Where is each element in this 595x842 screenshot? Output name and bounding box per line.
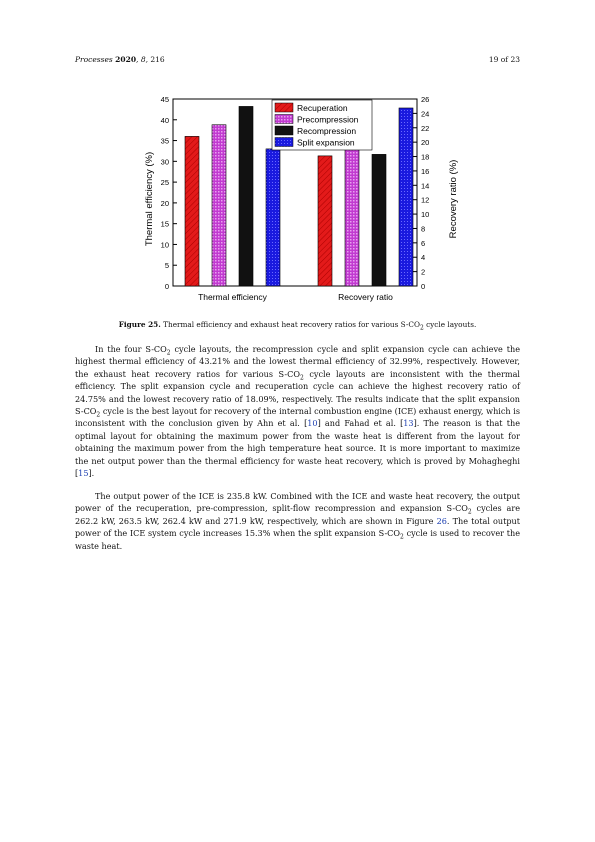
legend-label: Recuperation [297,103,348,113]
x-category-label: Recovery ratio [338,292,393,302]
legend-swatch [275,115,293,124]
x-axis-labels [198,292,393,302]
paragraph-2: The output power of the ICE is 235.8 kW. Combined with the ICE and waste heat recovery, the output power of the recuperation, pre-compression, split-flow recompression and expansion $S-CO_2$ cycles are 262.2 kW, 263.5 kW, 262.4 kW and 271.9 kW, respectively, which are shown in Figure 26. The total output power of the ICE system cycle increases 15.3% when the split expansion $S-CO_2$ cycle is used to recover the waste heat. [75,491,521,551]
left-tick-label: 40 [160,115,169,125]
citation-link-15[interactable]: 15 [78,468,89,479]
bar-recompression [239,106,253,286]
legend-label: Precompression [297,114,359,125]
right-tick-label: 0 [421,282,426,291]
journal-volume: 8 [140,55,146,64]
bar-split-expansion [399,108,413,286]
bar-recuperation [318,156,332,286]
article-number: 216 [150,55,165,64]
caption-label: Figure 25. [118,320,161,329]
page-number: 19 of 23 [488,55,520,64]
x-category-label: Thermal efficiency [198,292,267,302]
right-tick-label: 16 [421,166,430,176]
journal-name: Processes [75,55,113,64]
legend-label: Recompression [297,126,357,136]
figure-link-26[interactable]: 26 [436,515,447,526]
journal-year: 2020 [115,55,137,64]
bar-precompression [345,146,359,286]
legend-swatch [275,138,293,147]
left-axis-ticks [161,95,177,291]
right-tick-label: 24 [421,109,430,119]
legend-swatch [275,103,293,112]
left-tick-label: 35 [160,136,169,146]
bar-recompression [372,154,386,286]
left-tick-label: 10 [160,240,169,250]
right-tick-label: 20 [421,138,430,148]
paragraph-1: In the four $S-CO_2$ cycle layouts, the recompression cycle and split expansion cycle can achieve the highest thermal efficiency of 43.21% and the lowest thermal efficiency of 32.99%, respectively. However, the exhaust heat recovery ratios for various $S-CO_2$ cycle layouts are inconsistent with the thermal efficiency. The split expansion cycle and recuperation cycle can achieve the highest recovery ratio of 24.75% and the lowest recovery ratio of 18.09%, respectively. The results indicate that the split expansion $S-CO_2$ cycle is the best layout for recovery of the internal combustion engine (ICE) exhaust energy, which is inconsistent with the conclusion given by Ahn et al. [10] and Fahad et al. [13]. The reason is that the optimal layout for obtaining the maximum power from the waste heat is different from the layout for obtaining the maximum power from the high temperature heat source. It is more important to maximize the net output power than the thermal efficiency for waste heat recovery, which is proved by Mohagheghi [15]. [75,344,520,479]
y-axis-right-label: Recovery ratio (%) [448,159,459,239]
citation-link-10[interactable]: 10 [307,418,318,429]
bar-recuperation [185,136,199,286]
right-tick-label: 10 [421,210,430,220]
y-axis-left-label: Thermal efficiency (%) [144,151,155,247]
legend-label: Split expansion [297,137,355,148]
left-tick-label: 20 [160,198,169,208]
left-tick-label: 15 [160,219,169,229]
figure-caption: Figure 25. Thermal efficiency and exhaust heat recovery ratios for various $S-CO_2$ cycle layouts. [118,320,477,332]
right-tick-label: 4 [421,253,426,263]
right-tick-label: 12 [421,195,430,205]
running-header-journal: Processes 2020, 8, 216 [75,55,165,64]
left-tick-label: 45 [160,95,169,104]
right-tick-label: 14 [421,181,430,191]
right-tick-label: 8 [421,224,426,234]
right-tick-label: 6 [421,238,426,248]
bar-precompression [212,125,226,286]
right-tick-label: 18 [421,152,430,162]
right-tick-label: 26 [421,95,430,104]
bar-chart [140,92,470,307]
right-tick-label: 22 [421,123,430,133]
left-tick-label: 5 [164,261,169,271]
left-tick-label: 0 [164,282,169,291]
right-axis-ticks [413,95,429,291]
legend-swatch [275,126,293,135]
right-tick-label: 2 [421,267,426,277]
bar-split-expansion [266,149,280,286]
left-tick-label: 25 [160,178,169,188]
legend [272,100,372,150]
left-tick-label: 30 [160,157,169,167]
citation-link-13[interactable]: 13 [403,418,414,429]
